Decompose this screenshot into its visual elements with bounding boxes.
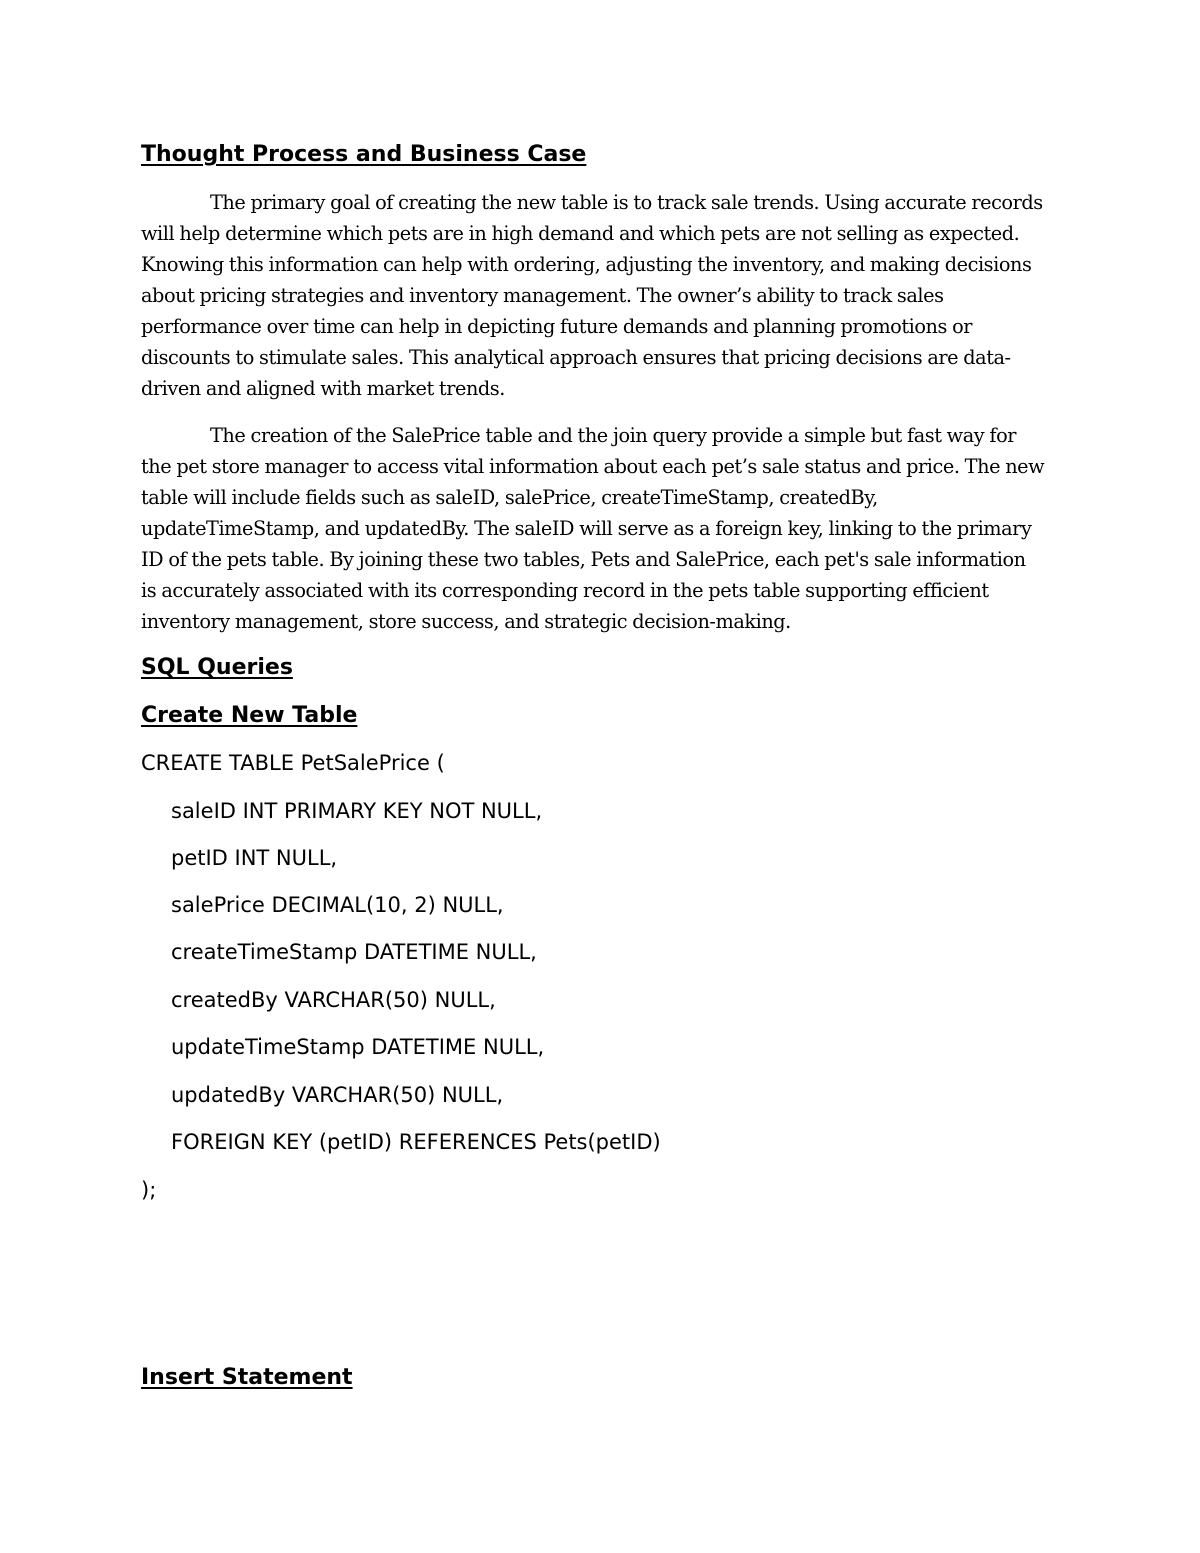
heading-create-new-table: Create New Table <box>141 703 358 728</box>
paragraph-line: will help determine which pets are in high demand and which pets are not selling as expected. <box>141 222 1020 245</box>
sql-code-line: salePrice DECIMAL(10, 2) NULL, <box>171 893 504 917</box>
sql-code-line: updateTimeStamp DATETIME NULL, <box>171 1035 545 1059</box>
paragraph-line: The creation of the SalePrice table and the join query provide a simple but fast way for <box>210 424 1017 447</box>
heading-insert-statement: Insert Statement <box>141 1365 353 1390</box>
paragraph-line: is accurately associated with its corresponding record in the pets table supporting efficient <box>141 579 989 602</box>
paragraph-line: table will include fields such as saleID, salePrice, createTimeStamp, createdBy, <box>141 486 878 509</box>
paragraph-line: The primary goal of creating the new table is to track sale trends. Using accurate records <box>210 191 1043 214</box>
paragraph-line: updateTimeStamp, and updatedBy. The saleID will serve as a foreign key, linking to the primary <box>141 517 1032 540</box>
paragraph-line: the pet store manager to access vital information about each pet’s sale status and price. The new <box>141 455 1045 478</box>
paragraph-primary-goal <box>141 187 1061 404</box>
sql-code-line: updatedBy VARCHAR(50) NULL, <box>171 1083 504 1107</box>
sql-code-line: createdBy VARCHAR(50) NULL, <box>171 988 496 1012</box>
heading-thought-process: Thought Process and Business Case <box>141 142 587 167</box>
sql-code-line: CREATE TABLE PetSalePrice ( <box>141 751 445 775</box>
heading-sql-queries: SQL Queries <box>141 655 293 680</box>
sql-code-line: FOREIGN KEY (petID) REFERENCES Pets(petID) <box>171 1130 661 1154</box>
paragraph-line: driven and aligned with market trends. <box>141 377 505 400</box>
sql-code-line: ); <box>141 1178 157 1202</box>
paragraph-line: ID of the pets table. By joining these two tables, Pets and SalePrice, each pet's sale information <box>141 548 1026 571</box>
sql-code-line: saleID INT PRIMARY KEY NOT NULL, <box>171 799 543 823</box>
paragraph-line: about pricing strategies and inventory management. The owner’s ability to track sales <box>141 284 944 307</box>
sql-code-line: petID INT NULL, <box>171 846 338 870</box>
paragraph-line: inventory management, store success, and strategic decision-making. <box>141 610 791 633</box>
paragraph-line: Knowing this information can help with ordering, adjusting the inventory, and making decisions <box>141 253 1032 276</box>
paragraph-saleprice-table <box>141 420 1061 637</box>
sql-code-line: createTimeStamp DATETIME NULL, <box>171 940 537 964</box>
paragraph-line: discounts to stimulate sales. This analytical approach ensures that pricing decisions are data- <box>141 346 1011 369</box>
paragraph-line: performance over time can help in depicting future demands and planning promotions or <box>141 315 973 338</box>
